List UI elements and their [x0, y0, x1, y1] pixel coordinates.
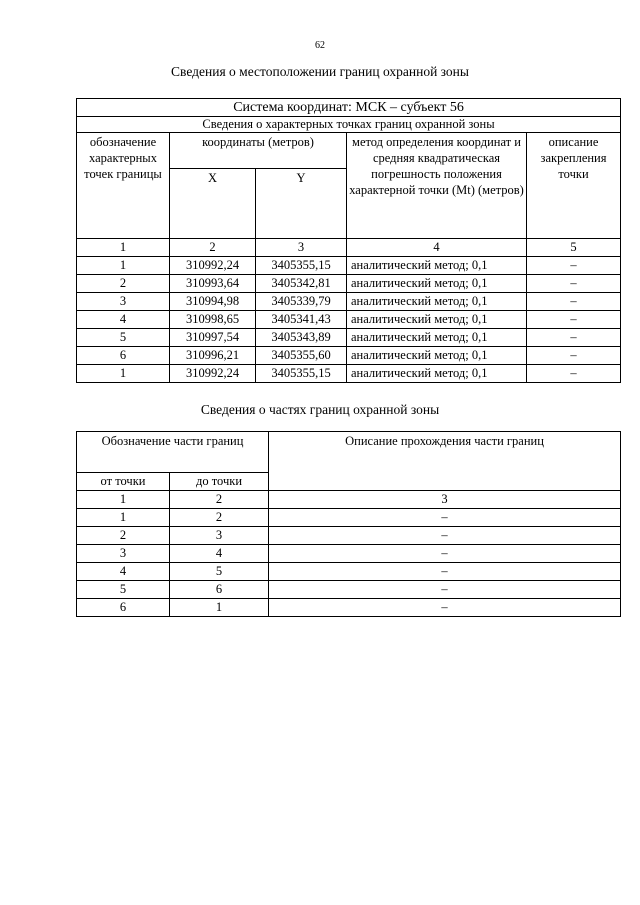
header-part: Обозначение части границ [77, 432, 269, 473]
coordinate-system-row [77, 99, 621, 117]
header-method: метод определения координат и средняя квадратическая погрешность положения характерной точки (Mt) (метров) [347, 133, 527, 239]
cell-to: 4 [170, 545, 269, 563]
cell-fixing: – [527, 365, 621, 383]
cell-description: – [269, 599, 621, 617]
column-number: 1 [77, 239, 170, 257]
cell-y: 3405355,15 [256, 257, 347, 275]
cell-y: 3405355,15 [256, 365, 347, 383]
cell-method: аналитический метод; 0,1 [347, 329, 527, 347]
table-row [77, 581, 621, 599]
column-number: 2 [170, 239, 256, 257]
cell-y: 3405339,79 [256, 293, 347, 311]
cell-from: 5 [77, 581, 170, 599]
cell-point: 4 [77, 311, 170, 329]
header-description: Описание прохождения части границ [269, 432, 621, 491]
cell-from: 1 [77, 509, 170, 527]
header-fixing: описание закрепления точки [527, 133, 621, 239]
cell-point: 2 [77, 275, 170, 293]
cell-x: 310996,21 [170, 347, 256, 365]
cell-method: аналитический метод; 0,1 [347, 365, 527, 383]
cell-description: – [269, 527, 621, 545]
boundary-parts-table [76, 431, 621, 617]
cell-from: 6 [77, 599, 170, 617]
cell-to: 5 [170, 563, 269, 581]
cell-fixing: – [527, 257, 621, 275]
table-row [77, 257, 621, 275]
header-to: до точки [170, 473, 269, 491]
parts-header-row-1 [77, 432, 621, 473]
table-row [77, 347, 621, 365]
parts-body [77, 509, 621, 617]
subtitle-row [77, 117, 621, 133]
points-body [77, 257, 621, 383]
cell-method: аналитический метод; 0,1 [347, 311, 527, 329]
column-number: 3 [269, 491, 621, 509]
table-row [77, 311, 621, 329]
section-title-parts: Сведения о частях границ охранной зоны [200, 402, 440, 417]
cell-fixing: – [527, 275, 621, 293]
cell-fixing: – [527, 293, 621, 311]
column-number: 2 [170, 491, 269, 509]
cell-from: 3 [77, 545, 170, 563]
cell-method: аналитический метод; 0,1 [347, 293, 527, 311]
cell-point: 5 [77, 329, 170, 347]
section-title-locations: Сведения о местоположении границ охранной зоны [171, 64, 469, 79]
header-from: от точки [77, 473, 170, 491]
cell-point: 1 [77, 365, 170, 383]
cell-description: – [269, 545, 621, 563]
cell-fixing: – [527, 311, 621, 329]
cell-method: аналитический метод; 0,1 [347, 347, 527, 365]
cell-y: 3405343,89 [256, 329, 347, 347]
column-number: 5 [527, 239, 621, 257]
coordinate-system: Система координат: МСК – субъект 56 [77, 99, 621, 117]
cell-point: 6 [77, 347, 170, 365]
column-number: 4 [347, 239, 527, 257]
table-row [77, 365, 621, 383]
cell-x: 310992,24 [170, 365, 256, 383]
cell-method: аналитический метод; 0,1 [347, 275, 527, 293]
header-y: Y [256, 169, 347, 239]
table-row [77, 563, 621, 581]
table-row [77, 293, 621, 311]
cell-x: 310994,98 [170, 293, 256, 311]
column-numbers-row [77, 239, 621, 257]
cell-to: 1 [170, 599, 269, 617]
cell-point: 1 [77, 257, 170, 275]
table-row [77, 275, 621, 293]
table-row [77, 545, 621, 563]
cell-description: – [269, 509, 621, 527]
table-row [77, 527, 621, 545]
cell-point: 3 [77, 293, 170, 311]
header-coords: координаты (метров) [170, 133, 347, 169]
table-row [77, 599, 621, 617]
cell-x: 310992,24 [170, 257, 256, 275]
column-number: 3 [256, 239, 347, 257]
boundary-points-table [76, 98, 621, 383]
page-number: 62 [315, 40, 325, 51]
cell-method: аналитический метод; 0,1 [347, 257, 527, 275]
cell-y: 3405342,81 [256, 275, 347, 293]
cell-description: – [269, 581, 621, 599]
parts-column-numbers-row [77, 491, 621, 509]
table-row [77, 509, 621, 527]
cell-x: 310997,54 [170, 329, 256, 347]
cell-from: 2 [77, 527, 170, 545]
cell-y: 3405355,60 [256, 347, 347, 365]
cell-to: 2 [170, 509, 269, 527]
cell-fixing: – [527, 347, 621, 365]
cell-description: – [269, 563, 621, 581]
cell-to: 3 [170, 527, 269, 545]
header-x: X [170, 169, 256, 239]
header-point: обозначение характерных точек границы [77, 133, 170, 239]
cell-y: 3405341,43 [256, 311, 347, 329]
header-row-1 [77, 133, 621, 169]
cell-from: 4 [77, 563, 170, 581]
cell-x: 310998,65 [170, 311, 256, 329]
column-number: 1 [77, 491, 170, 509]
cell-x: 310993,64 [170, 275, 256, 293]
cell-fixing: – [527, 329, 621, 347]
table-subtitle: Сведения о характерных точках границ охранной зоны [77, 117, 621, 133]
table-row [77, 329, 621, 347]
cell-to: 6 [170, 581, 269, 599]
